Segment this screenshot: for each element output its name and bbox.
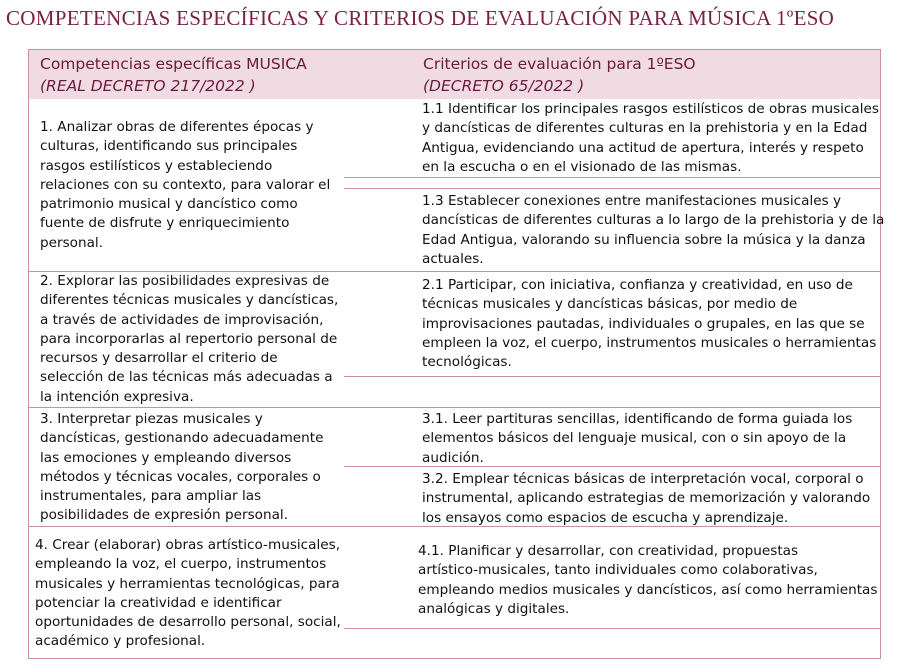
competencia-4: 4. Crear (elaborar) obras artístico-musicales, empleando la voz, el cuerpo, instrumentos musicales y herramientas tecnológicas, para potenciar la creatividad e identificar oportunidades de desarrollo personal, social, académico y profesional. [35,537,341,650]
header-competencias-title: Competencias específicas MUSICA [40,55,307,73]
criterio-2-1: 2.1 Participar, con iniciativa, confianza y creatividad, en uso de técnicas musicales y dancísticas básicas, por medio de improvisaciones pautadas, individuales o grupales, en las que se empleen la voz, el cuerpo, instrumentos musicales o herramientas tecnológicas. [422,277,877,371]
criterio-divider [344,628,880,629]
competencias-table [28,49,885,659]
criterio-1-1: 1.1 Identificar los principales rasgos estilísticos de obras musicales y dancísticas de diferentes culturas en la prehistoria y en la Edad Antigua, evidenciando una actitud de apertura, interés y respeto en la escucha o en el visionado de las mismas. [422,101,879,175]
competencia-2: 2. Explorar las posibilidades expresivas de diferentes técnicas musicales y dancísticas, a través de actividades de improvisación, para incorporarlas al repertorio personal de recursos y desarrollar el criterio de selección de las técnicas más adecuadas a la intención expresiva. [40,273,339,405]
criterio-1-3: 1.3 Establecer conexiones entre manifestaciones musicales y dancísticas de diferentes culturas a lo largo de la prehistoria y de la Edad Antigua, valorando su influencia sobre la música y la danza actuales. [422,193,885,267]
header-competencias-subtitle: (REAL DECRETO 217/2022 ) [40,77,256,95]
competencia-1: 1. Analizar obras de diferentes épocas y culturas, identificando sus principales rasgos estilísticos y estableciendo relaciones con su contexto, para valorar el patrimonio musical y dancístico como fuente de disfrute y enriquecimiento personal. [40,119,331,251]
criterio-4-1: 4.1. Planificar y desarrollar, con creatividad, propuestas artístico-musicales, tanto individuales como colaborativas, empleando medios musicales y dancísticos, así como herramientas analógicas y digitales. [418,543,878,617]
criterio-divider [344,188,880,189]
criterio-3-1: 3.1. Leer partituras sencillas, identificando de forma guiada los elementos básicos del lenguaje musical, con o sin apoyo de la audición. [422,411,853,466]
competencia-3: 3. Interpretar piezas musicales y dancísticas, gestionando adecuadamente las emociones y empleando diversos métodos y técnicas vocales, corporales o instrumentales, para ampliar las posibilidades de expresión personal. [40,411,324,524]
row-divider [29,407,880,408]
criterio-divider [344,376,880,377]
criterio-3-2: 3.2. Emplear técnicas básicas de interpretación vocal, corporal o instrumental, aplicando estrategias de memorización y valorando los ensayos como espacios de escucha y aprendizaje. [422,471,871,526]
table-header [29,50,880,99]
page-title: COMPETENCIAS ESPECÍFICAS Y CRITERIOS DE EVALUACIÓN PARA MÚSICA 1ºESO [6,6,835,30]
header-criterios-subtitle: (DECRETO 65/2022 ) [423,77,585,95]
header-criterios-title: Criterios de evaluación para 1ºESO [423,55,696,73]
